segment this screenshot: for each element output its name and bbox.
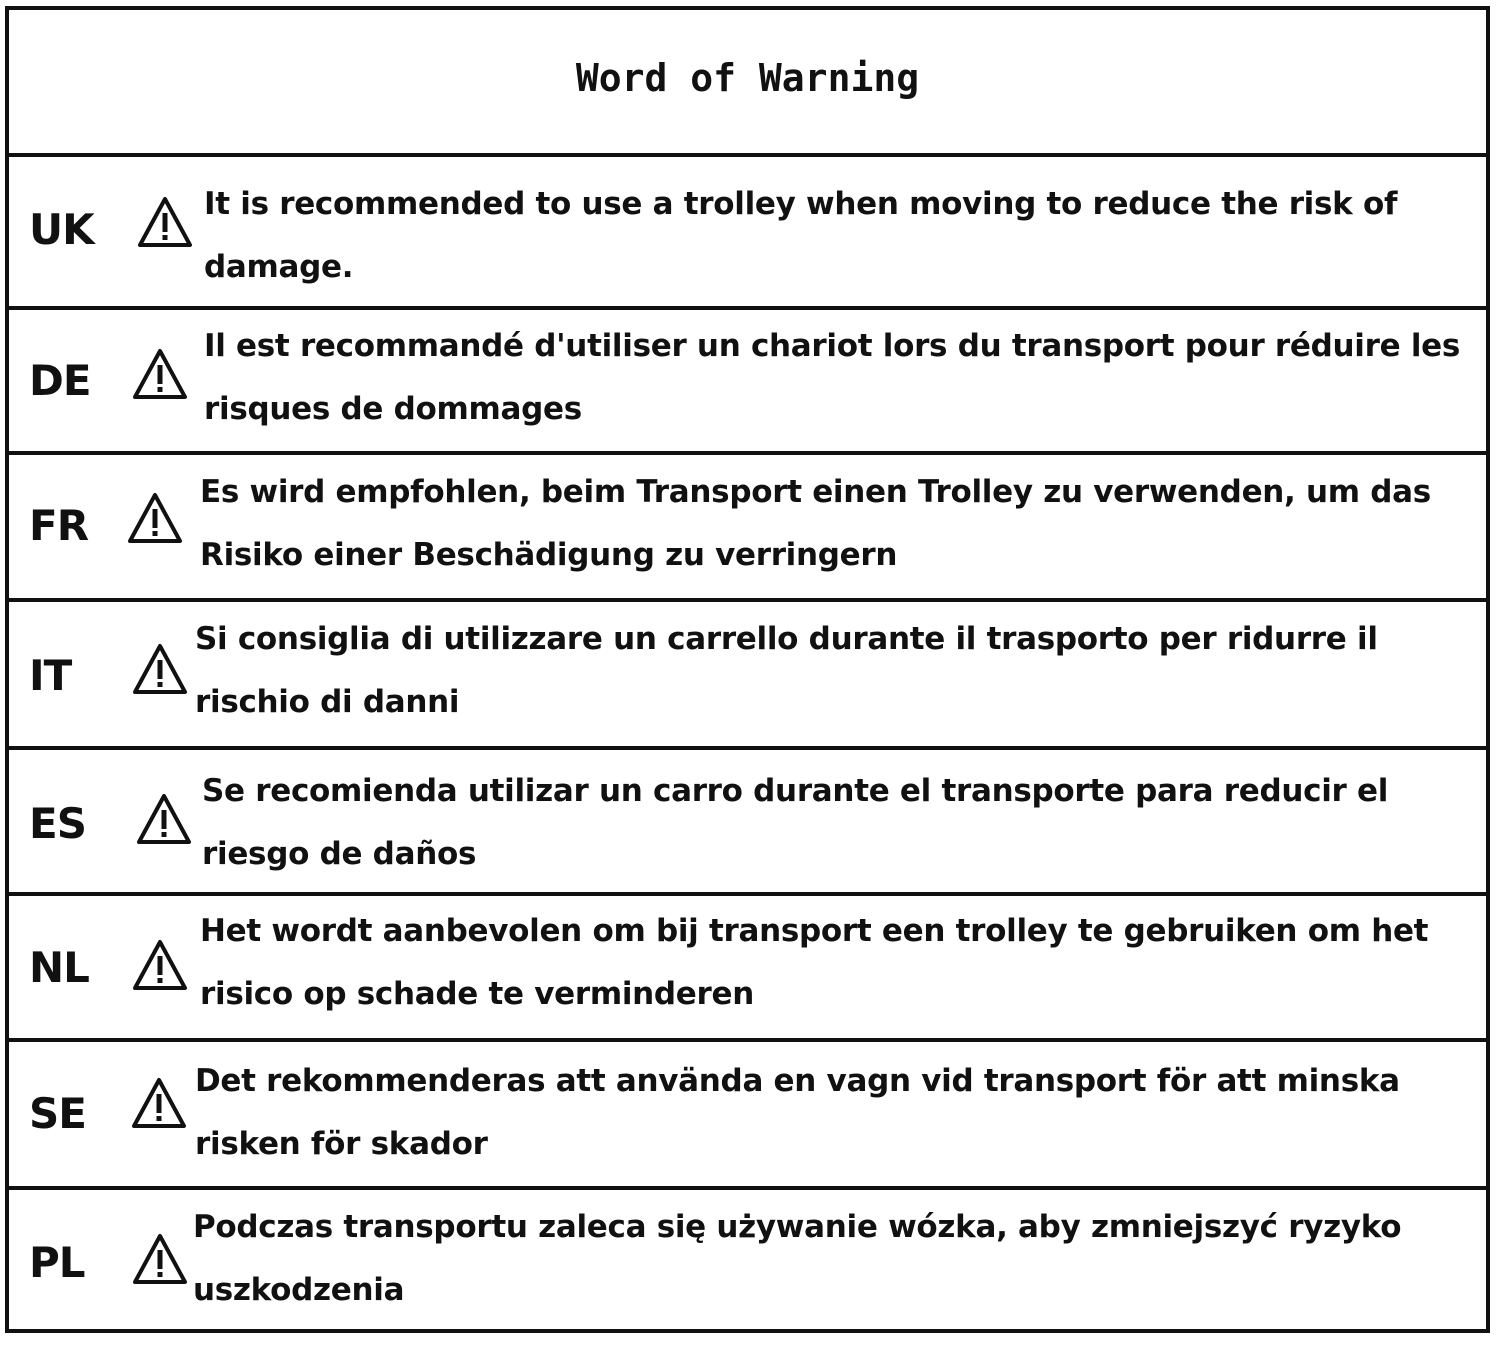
language-code: NL	[29, 943, 89, 992]
page-title: Word of Warning	[575, 55, 920, 100]
language-code: PL	[29, 1238, 85, 1287]
language-code: FR	[29, 501, 89, 550]
language-code: UK	[29, 205, 94, 254]
warning-triangle-icon	[136, 195, 194, 249]
warning-text: Het wordt aanbevolen om bij transport een trolley te gebruiken om het risico op schade te verminderen	[200, 913, 1429, 1012]
warning-text: Si consiglia di utilizzare un carrello durante il trasporto per ridurre il rischio di danni	[195, 621, 1378, 720]
warning-text: It is recommended to use a trolley when moving to reduce the risk of damage.	[204, 186, 1398, 285]
warning-triangle-icon	[135, 792, 193, 846]
table-row-uk	[9, 157, 1486, 310]
title-row	[9, 10, 1486, 157]
table-row-it	[9, 602, 1486, 750]
warning-triangle-icon	[130, 1076, 188, 1130]
warning-text: Podczas transportu zaleca się używanie wózka, aby zmniejszyć ryzyko uszkodzenia	[193, 1209, 1402, 1308]
table-row-es	[9, 750, 1486, 896]
language-code: IT	[29, 651, 72, 700]
table-row-fr	[9, 455, 1486, 602]
warning-table	[5, 6, 1490, 1333]
warning-text: Se recomienda utilizar un carro durante el transporte para reducir el riesgo de daños	[202, 773, 1389, 872]
language-code: SE	[29, 1089, 86, 1138]
warning-triangle-icon	[131, 938, 189, 992]
warning-text: Det rekommenderas att använda en vagn vid transport för att minska risken för skador	[195, 1063, 1400, 1162]
warning-triangle-icon	[131, 347, 189, 401]
table-row-se	[9, 1042, 1486, 1190]
table-row-nl	[9, 896, 1486, 1042]
warning-text: Es wird empfohlen, beim Transport einen Trolley zu verwenden, um das Risiko einer Beschädigung zu verringern	[200, 474, 1431, 573]
warning-text: Il est recommandé d'utiliser un chariot lors du transport pour réduire les risques de dommages	[204, 328, 1461, 427]
table-row-pl	[9, 1190, 1486, 1333]
table-row-de	[9, 310, 1486, 455]
language-code: ES	[29, 799, 86, 848]
language-code: DE	[29, 356, 91, 405]
warning-triangle-icon	[126, 491, 184, 545]
warning-triangle-icon	[131, 1232, 189, 1286]
warning-triangle-icon	[131, 642, 189, 696]
